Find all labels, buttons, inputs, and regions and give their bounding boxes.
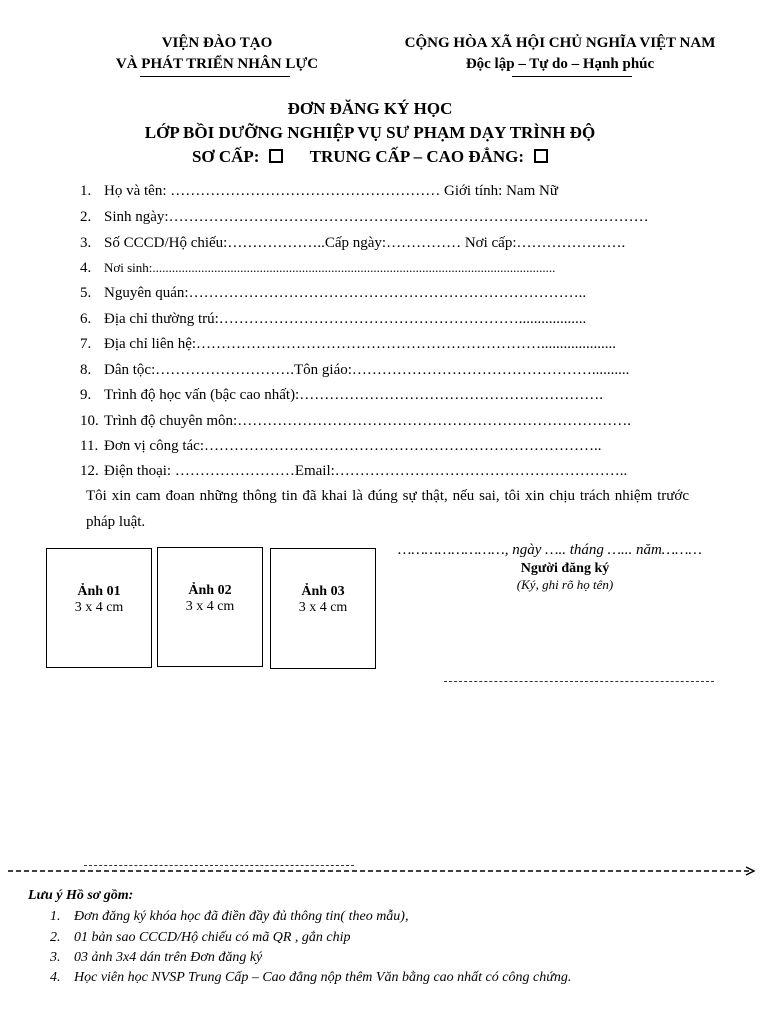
- motto-underline: [512, 76, 632, 77]
- photo-label: Ảnh 02: [188, 583, 232, 598]
- form-title: ĐƠN ĐĂNG KÝ HỌC: [287, 99, 453, 118]
- nation-name: CỘNG HÒA XÃ HỘI CHỦ NGHĨA VIỆT NAM: [404, 35, 716, 51]
- field-text[interactable]: Địa chỉ liên hệ:……………………………………………………………....................: [104, 336, 617, 352]
- field-number: 4.: [80, 260, 92, 276]
- signature-hint: (Ký, ghi rõ họ tên): [516, 577, 614, 592]
- field-row: [80, 360, 629, 380]
- field-row: [80, 233, 625, 253]
- option-trung-cap-label: TRUNG CẤP – CAO ĐẲNG:: [309, 147, 525, 166]
- field-row: [80, 207, 649, 227]
- signature-date-line[interactable]: ……………………, ngày ….. tháng …... năm………: [398, 542, 702, 558]
- note-text: Học viên học NVSP Trung Cấp – Cao đẳng nộp thêm Văn bằng cao nhất có công chứng.: [74, 970, 572, 985]
- field-number: 1.: [80, 183, 92, 199]
- note-text: 03 ảnh 3x4 dán trên Đơn đăng ký: [74, 950, 263, 965]
- field-number: 9.: [80, 387, 92, 403]
- field-row: [80, 258, 555, 278]
- photo-label: Ảnh 03: [301, 584, 345, 599]
- form-subtitle: LỚP BỒI DƯỠNG NGHIỆP VỤ SƯ PHẠM DẠY TRÌNH ĐỘ: [144, 123, 596, 142]
- field-text[interactable]: Trình độ học vấn (bậc cao nhất):…………………………………………………….: [104, 387, 603, 403]
- photo-box-2[interactable]: [157, 547, 263, 667]
- field-number: 10.: [80, 413, 99, 429]
- note-item: [50, 909, 408, 925]
- checkbox-trung-cap-cao-dang[interactable]: [534, 149, 548, 163]
- field-row: [80, 436, 602, 456]
- field-row: [80, 411, 631, 431]
- photo-size: 3 x 4 cm: [185, 599, 235, 614]
- field-row: [80, 385, 603, 405]
- org-name-line2: VÀ PHÁT TRIỂN NHÂN LỰC: [115, 56, 319, 72]
- field-text[interactable]: Sinh ngày:……………………………………………………………………………………: [104, 209, 649, 225]
- note-number: 4.: [50, 970, 61, 985]
- nation-motto: Độc lập – Tự do – Hạnh phúc: [465, 56, 655, 72]
- field-number: 3.: [80, 235, 92, 251]
- photo-box-3[interactable]: [270, 548, 376, 669]
- org-underline: [140, 76, 290, 77]
- field-number: 2.: [80, 209, 92, 225]
- level-options: [0, 145, 740, 169]
- notes-title: Lưu ý Hồ sơ gồm:: [28, 888, 134, 903]
- field-row: [80, 309, 586, 329]
- field-number: 6.: [80, 311, 92, 327]
- field-number: 5.: [80, 285, 92, 301]
- note-item: [50, 930, 350, 946]
- field-text[interactable]: Điện thoại: ……………………Email:…………………………………………………..: [104, 463, 628, 479]
- field-number: 12.: [80, 463, 99, 479]
- note-item: [50, 950, 262, 966]
- photo-size: 3 x 4 cm: [298, 600, 348, 615]
- photo-box-1[interactable]: [46, 548, 152, 668]
- field-number: 7.: [80, 336, 92, 352]
- field-text[interactable]: Địa chỉ thường trú:……………………………………………………..................: [104, 311, 587, 327]
- field-row: [80, 283, 586, 303]
- org-name-line1: VIỆN ĐÀO TẠO: [161, 35, 273, 51]
- field-row: [80, 461, 627, 481]
- note-item: [50, 970, 571, 986]
- note-number: 3.: [50, 950, 61, 965]
- cut-line-arrow-icon: [8, 865, 760, 877]
- field-text[interactable]: Đơn vị công tác:……………………………………………………………………..: [104, 438, 602, 454]
- field-row: [80, 334, 616, 354]
- photo-label: Ảnh 01: [77, 584, 121, 599]
- note-text: 01 bản sao CCCD/Hộ chiếu có mã QR , gắn chip: [74, 930, 351, 945]
- note-number: 2.: [50, 930, 61, 945]
- field-text[interactable]: Nguyên quán:……………………………………………………………………..: [104, 285, 587, 301]
- field-text[interactable]: Nơi sinh:............................................................................................................................: [104, 260, 556, 275]
- signature-line: [444, 681, 714, 682]
- field-text[interactable]: Số CCCD/Hộ chiếu:………………..Cấp ngày:…………… Nơi cấp:………………….: [104, 235, 626, 251]
- photo-size: 3 x 4 cm: [74, 600, 124, 615]
- field-text[interactable]: Trình độ chuyên môn:…………………………………………………………………….: [104, 413, 631, 429]
- note-number: 1.: [50, 909, 61, 924]
- field-number: 8.: [80, 362, 92, 378]
- pledge-statement: Tôi xin cam đoan những thông tin đã khai là đúng sự thật, nếu sai, tôi xin chịu trách nhiệm trước pháp luật.: [86, 488, 689, 530]
- field-text[interactable]: Dân tộc:……………………….Tôn giáo:…………………………………………..........: [104, 362, 630, 378]
- checkbox-so-cap[interactable]: [269, 149, 283, 163]
- signer-label: Người đăng ký: [520, 561, 610, 576]
- field-row: [80, 181, 558, 201]
- option-so-cap-label: SƠ CẤP:: [191, 147, 260, 166]
- note-text: Đơn đăng ký khóa học đã điền đầy đủ thông tin( theo mẫu),: [74, 909, 409, 924]
- field-number: 11.: [80, 438, 99, 454]
- field-text[interactable]: Họ và tên: ……………………………………………… Giới tính: Nam Nữ: [104, 183, 558, 199]
